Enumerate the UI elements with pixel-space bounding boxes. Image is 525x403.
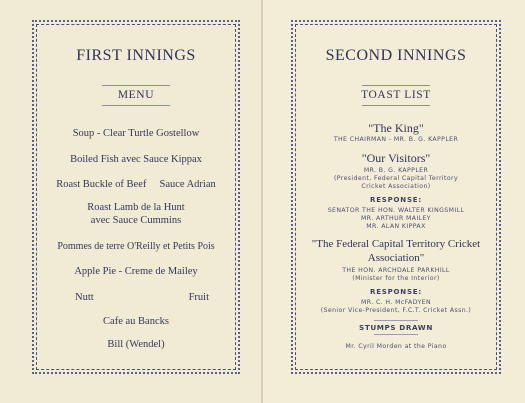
- menu-item-pommes: Pommes de terre O'Reilly et Petits Pois: [57, 241, 215, 252]
- menu-subheading-block: [37, 85, 235, 106]
- first-innings-heading: FIRST INNINGS: [76, 47, 196, 64]
- toast-rule-bottom: [362, 105, 430, 106]
- toast-our-visitors: "Our Visitors": [361, 151, 431, 165]
- toast-list-content: [296, 25, 496, 369]
- response-1-mailey: MR. ARTHUR MAILEY: [361, 215, 431, 222]
- toast-the-king-proposer: THE CHAIRMAN - MR. B. G. KAPPLER: [333, 136, 459, 143]
- piano-credit: Mr. Cyril Morden at the Piano: [345, 343, 447, 350]
- toast-fct-cricket-proposer: THE HON. ARCHDALE PARKHILL: [342, 267, 450, 274]
- toast-list-subheading: TOAST LIST: [361, 89, 431, 101]
- response-label-1: RESPONSE:: [370, 196, 422, 204]
- toast-fct-cricket-line-2: Association": [367, 252, 425, 264]
- menu-item-bill: Bill (Wendel): [107, 339, 165, 350]
- right-decorative-border: [295, 24, 497, 370]
- left-page: [0, 0, 262, 403]
- stumps-rule-bottom: [374, 334, 418, 335]
- second-innings-heading: SECOND INNINGS: [325, 47, 467, 64]
- toast-rule-top: [362, 85, 430, 86]
- menu-item-cafe: Cafe au Bancks: [103, 316, 169, 327]
- menu-item-pie: Apple Pie - Creme de Mailey: [74, 266, 198, 277]
- menu-item-fish: Boiled Fish avec Sauce Kippax: [70, 154, 202, 165]
- response-label-2: RESPONSE:: [370, 288, 422, 296]
- stumps-rule-top: [374, 320, 418, 321]
- right-page: [263, 0, 525, 403]
- toast-our-visitors-proposer: MR. B. G. KAPPLER: [363, 167, 429, 174]
- response-1-kippax: MR. ALAN KIPPAX: [366, 223, 426, 230]
- menu-rule-top: [102, 85, 170, 86]
- menu-rule-bottom: [102, 105, 170, 106]
- stumps-drawn: STUMPS DRAWN: [359, 323, 433, 332]
- menu-item-lamb-line-2: avec Sauce Cummins: [90, 215, 182, 226]
- toast-our-visitors-title-2: Cricket Association): [361, 183, 431, 190]
- toast-the-king: "The King": [368, 121, 424, 135]
- response-1-kingsmill: SENATOR THE HON. WALTER KINGSMILL: [327, 207, 465, 214]
- menu-content: [37, 25, 235, 369]
- toast-fct-cricket-line-1: "The Federal Capital Territory Cricket: [311, 238, 481, 250]
- left-decorative-border: [36, 24, 236, 370]
- menu-item-nutt: Nutt: [75, 292, 94, 303]
- response-2-mcfadyen: MR. C. H. McFADYEN: [361, 299, 431, 306]
- menu-item-soup: Soup - Clear Turtle Gostellow: [72, 128, 200, 139]
- menu-subheading: MENU: [117, 89, 155, 101]
- toast-subheading-block: [296, 85, 496, 106]
- response-2-title: (Senior Vice-President, F.C.T. Cricket Assn.): [320, 307, 472, 314]
- menu-item-fruit: Fruit: [188, 292, 209, 303]
- menu-item-beef: Roast Buckle of Beef Sauce Adrian: [56, 179, 216, 190]
- toast-our-visitors-title-1: (President, Federal Capital Territory: [333, 175, 459, 182]
- toast-fct-cricket-title: (Minister for the Interior): [352, 275, 440, 282]
- menu-item-lamb-line-1: Roast Lamb de la Hunt: [87, 202, 185, 213]
- menu-item-nutt-fruit: [37, 291, 235, 304]
